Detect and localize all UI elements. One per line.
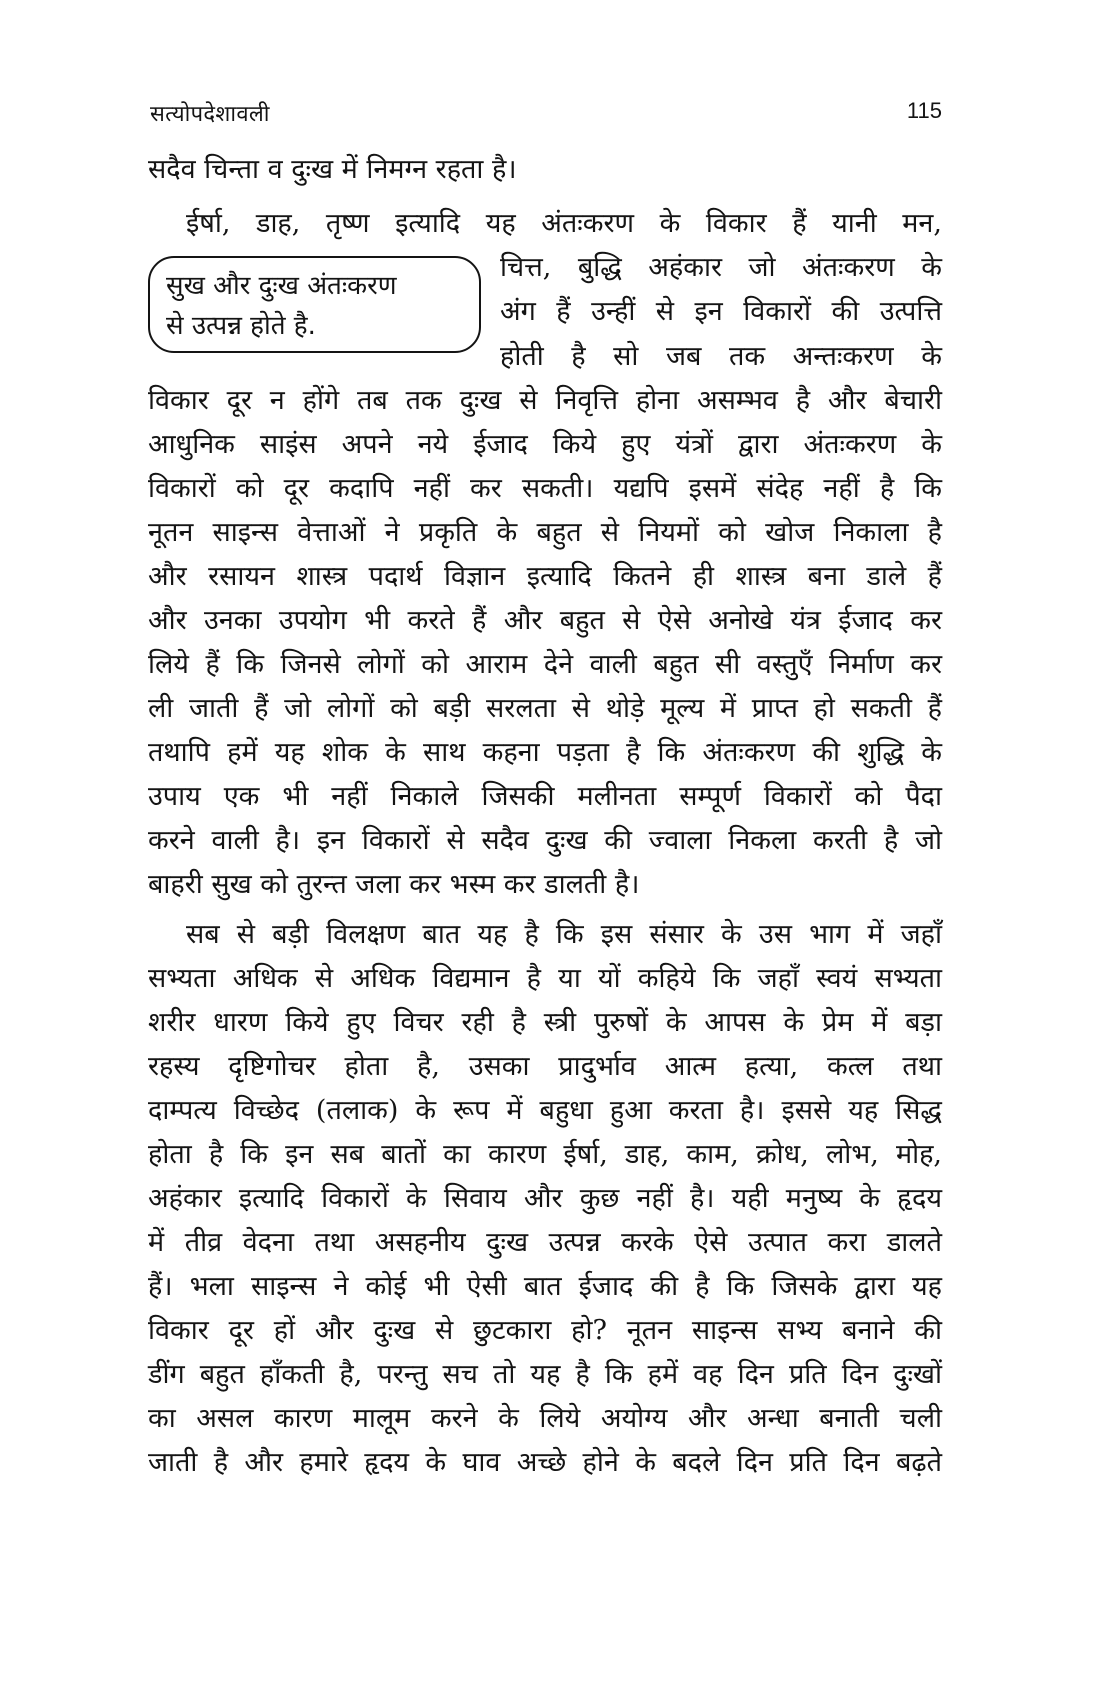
body-line: अहंकार इत्यादि विकारों के सिवाय और कुछ नहीं है। यही मनुष्य के हृदय [148,1183,942,1214]
body-line: और रसायन शास्त्र पदार्थ विज्ञान इत्यादि कितने ही शास्त्र बना डाले हैं [148,561,942,592]
body-line: उपाय एक भी नहीं निकाले जिसकी मलीनता सम्पूर्ण विकारों को पैदा [148,781,942,812]
margin-callout-box [148,256,481,353]
body-line-beside-callout: चित्त, बुद्धि अहंकार जो अंतःकरण के [500,252,942,283]
body-line: सदैव चिन्ता व दुःख में निमग्न रहता है। [148,154,517,185]
callout-line: से उत्पन्न होते है. [166,311,316,341]
body-line: करने वाली है। इन विकारों से सदैव दुःख की ज्वाला निकला करती है जो [148,825,942,856]
body-line: और उनका उपयोग भी करते हैं और बहुत से ऐसे अनोखे यंत्र ईजाद कर [148,605,942,636]
body-line: दाम्पत्य विच्छेद (तलाक) के रूप में बहुधा हुआ करता है। इससे यह सिद्ध [148,1095,942,1126]
body-line: में तीव्र वेदना तथा असहनीय दुःख उत्पन्न करके ऐसे उत्पात करा डालते [148,1227,942,1258]
body-line-beside-callout: होती है सो जब तक अन्तःकरण के [500,341,942,372]
body-line: जाती है और हमारे हृदय के घाव अच्छे होने के बदले दिन प्रति दिन बढ़ते [148,1447,942,1478]
body-line-paragraph-start: सब से बड़ी विलक्षण बात यह है कि इस संसार के उस भाग में जहाँ [186,919,942,950]
body-line: डींग बहुत हाँकती है, परन्तु सच तो यह है कि हमें वह दिन प्रति दिन दुःखों [148,1359,942,1390]
running-title: सत्योपदेशावली [150,102,270,127]
page-number: 115 [906,98,942,123]
body-line: शरीर धारण किये हुए विचर रही है स्त्री पुरुषों के आपस के प्रेम में बड़ा [148,1007,942,1038]
body-line: विकार दूर न होंगे तब तक दुःख से निवृत्ति होना असम्भव है और बेचारी [148,385,942,416]
body-line: होता है कि इन सब बातों का कारण ईर्षा, डाह, काम, क्रोध, लोभ, मोह, [148,1139,942,1170]
body-line: विकारों को दूर कदापि नहीं कर सकती। यद्यपि इसमें संदेह नहीं है कि [148,473,942,504]
body-line: तथापि हमें यह शोक के साथ कहना पड़ता है कि अंतःकरण की शुद्धि के [148,737,942,768]
body-line: का असल कारण मालूम करने के लिये अयोग्य और अन्धा बनाती चली [148,1403,942,1434]
body-line-beside-callout: अंग हैं उन्हीं से इन विकारों की उत्पत्ति [500,296,942,327]
body-line: सभ्यता अधिक से अधिक विद्यमान है या यों कहिये कि जहाँ स्वयं सभ्यता [148,963,942,994]
body-line: आधुनिक साइंस अपने नये ईजाद किये हुए यंत्रों द्वारा अंतःकरण के [148,429,942,460]
body-line: विकार दूर हों और दुःख से छुटकारा हो? नूतन साइन्स सभ्य बनाने की [148,1315,942,1346]
callout-line: सुख और दुःख अंतःकरण [166,271,397,301]
body-line: नूतन साइन्स वेत्ताओं ने प्रकृति के बहुत से नियमों को खोज निकाला है [148,517,942,548]
body-line-paragraph-start: ईर्षा, डाह, तृष्ण इत्यादि यह अंतःकरण के विकार हैं यानी मन, [186,208,942,239]
body-line: हैं। भला साइन्स ने कोई भी ऐसी बात ईजाद की है कि जिसके द्वारा यह [148,1271,942,1302]
body-line: लिये हैं कि जिनसे लोगों को आराम देने वाली बहुत सी वस्तुएँ निर्माण कर [148,649,942,680]
body-line: ली जाती हैं जो लोगों को बड़ी सरलता से थोड़े मूल्य में प्राप्त हो सकती हैं [148,693,942,724]
body-line: रहस्य दृष्टिगोचर होता है, उसका प्रादुर्भाव आत्म हत्या, कत्ल तथा [148,1051,942,1082]
body-line: बाहरी सुख को तुरन्त जला कर भस्म कर डालती है। [148,869,640,900]
